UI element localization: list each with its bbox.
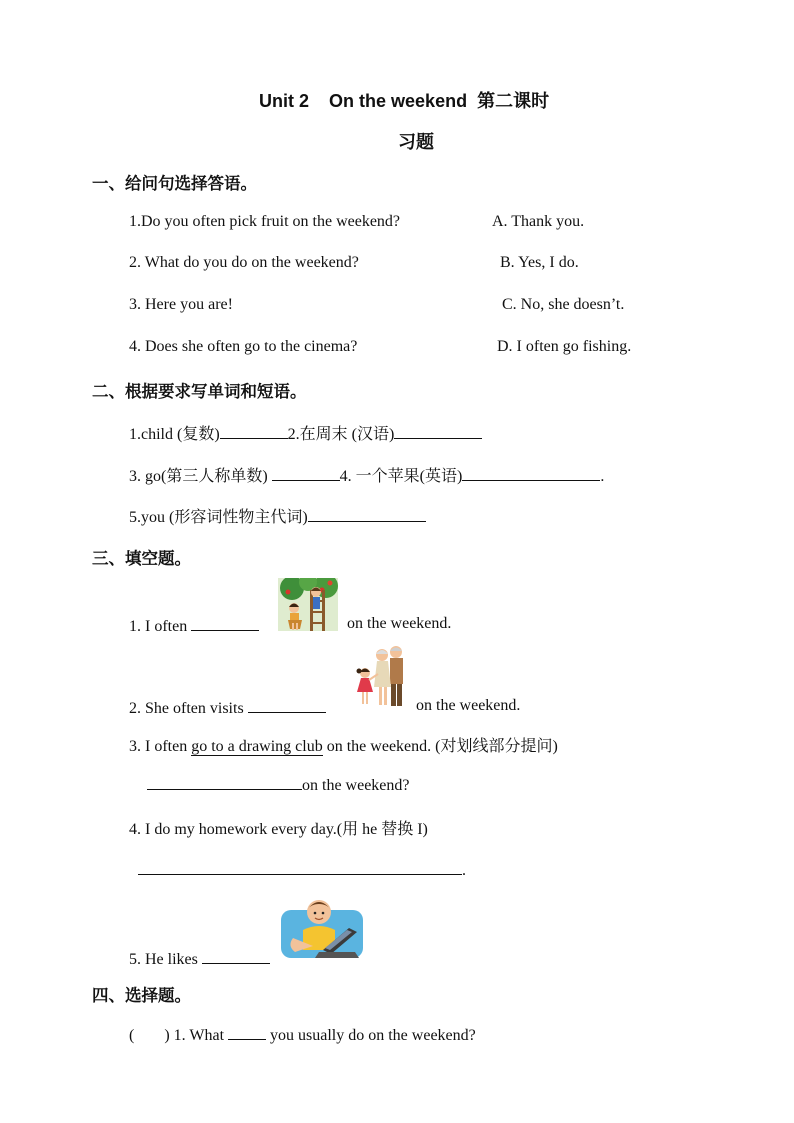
s3-q3-after: on the weekend. (对划线部分提问) <box>322 738 558 755</box>
s3-q5-before: 5. He likes <box>129 951 202 968</box>
s3-q2-before: 2. She often visits <box>129 700 248 717</box>
s3-q3-answer-line <box>147 774 410 795</box>
section3-heading: 三、填空题。 <box>92 550 191 568</box>
answer-blank[interactable] <box>191 615 259 631</box>
s4-paren-open: ( <box>129 1027 135 1044</box>
answer-blank[interactable] <box>147 774 302 790</box>
section1-heading: 一、给问句选择答语。 <box>92 175 257 193</box>
answer-blank[interactable] <box>220 423 288 439</box>
s3-q3-answer-after: on the weekend? <box>302 777 410 794</box>
s2-item-3: 3. go(第三人称单数) <box>129 468 272 485</box>
s2-row-3 <box>129 504 426 527</box>
s3-q1-before: 1. I often <box>129 618 192 635</box>
section4-heading: 四、选择题。 <box>92 987 191 1005</box>
s2-period: . <box>600 468 605 485</box>
s2-item-5: 5.you (形容词性物主代词) <box>129 509 308 526</box>
s2-item-4: 4. 一个苹果(英语) <box>339 468 463 485</box>
s3-q3-before: 3. I often <box>129 738 192 755</box>
s3-q3-underlined: go to a drawing club <box>191 738 323 755</box>
s1-question-2: 2. What do you do on the weekend? <box>129 254 359 271</box>
boy-with-laptop-illustration <box>279 890 365 962</box>
s3-q2 <box>129 697 326 718</box>
s3-q4-answer-line <box>138 859 466 880</box>
answer-blank[interactable] <box>462 465 600 481</box>
answer-blank[interactable] <box>394 423 482 439</box>
unit-label: Unit 2 <box>259 91 310 111</box>
s3-q5 <box>129 948 270 969</box>
s1-question-1: 1.Do you often pick fruit on the weekend? <box>129 213 401 230</box>
visiting-grandparents-illustration <box>352 643 414 711</box>
page-subtitle: 习题 <box>398 132 434 152</box>
answer-blank[interactable] <box>228 1024 266 1040</box>
s1-answer-d: D. I often go fishing. <box>497 338 632 355</box>
s2-item-1: 1.child (复数) <box>129 426 220 443</box>
s3-q1-after: on the weekend. <box>347 615 452 632</box>
s4-q1-after: you usually do on the weekend? <box>266 1027 476 1044</box>
s2-row-2 <box>129 463 604 486</box>
s3-q4: 4. I do my homework every day.(用 he 替换 I) <box>129 821 428 838</box>
answer-blank[interactable] <box>248 697 326 713</box>
answer-blank[interactable] <box>308 506 426 522</box>
s1-question-3: 3. Here you are! <box>129 296 233 313</box>
s2-row-1 <box>129 421 482 444</box>
unit-name: On the weekend <box>329 91 468 111</box>
s1-answer-c: C. No, she doesn’t. <box>502 296 625 313</box>
s3-q3 <box>129 733 558 756</box>
s3-q2-after: on the weekend. <box>416 697 521 714</box>
answer-blank[interactable] <box>138 859 462 875</box>
answer-blank[interactable] <box>272 465 340 481</box>
s3-q4-period: . <box>462 862 466 879</box>
picking-fruit-illustration <box>278 578 338 631</box>
s4-q1 <box>129 1024 476 1045</box>
s4-q1-prefix: ) 1. What <box>164 1027 229 1044</box>
answer-blank[interactable] <box>202 948 270 964</box>
s1-answer-b: B. Yes, I do. <box>500 254 579 271</box>
lesson-label: 第二课时 <box>477 91 550 111</box>
s3-q1 <box>129 615 259 636</box>
s1-question-4: 4. Does she often go to the cinema? <box>129 338 358 355</box>
s2-item-2: 2.在周末 (汉语) <box>287 426 395 443</box>
section2-heading: 二、根据要求写单词和短语。 <box>92 383 307 401</box>
s1-answer-a: A. Thank you. <box>492 213 585 230</box>
page-title <box>259 87 549 113</box>
